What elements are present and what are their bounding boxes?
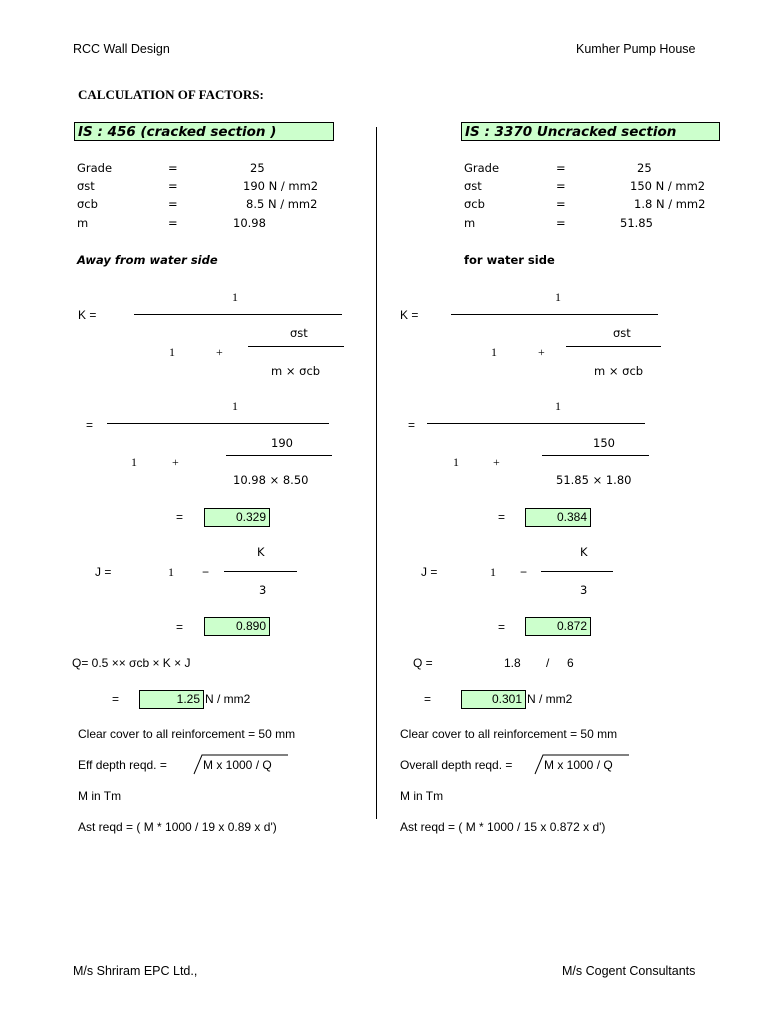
fraction-bar — [566, 346, 661, 347]
left-param-value: 25 — [250, 161, 265, 175]
left-subhead: Away from water side — [77, 253, 218, 267]
column-divider — [376, 127, 377, 819]
left-section-title: IS : 456 (cracked section ) — [74, 122, 334, 141]
fraction-bar — [134, 314, 342, 315]
j-result-value: 0.890 — [204, 617, 270, 636]
j-result-eq: = — [176, 620, 184, 634]
footer-left: M/s Shriram EPC Ltd., — [73, 964, 198, 978]
fraction-bar — [107, 423, 329, 424]
left-param-eq: = — [168, 179, 178, 193]
fraction-bar — [226, 455, 332, 456]
k-result-eq: = — [498, 510, 506, 524]
left-param-value: 190 N / mm2 — [243, 179, 319, 193]
fraction-bar — [224, 571, 297, 572]
right-param-name: σst — [464, 179, 482, 193]
left-param-eq: = — [168, 216, 178, 230]
q-result-unit: N / mm2 — [205, 692, 251, 706]
right-param-eq: = — [556, 161, 566, 175]
right-param-name: Grade — [464, 161, 500, 175]
left-m-unit: M in Tm — [78, 789, 122, 803]
j-minus: − — [520, 565, 528, 579]
right-ast-reqd: Ast reqd = ( M * 1000 / 15 x 0.872 x d') — [400, 820, 606, 834]
j-denominator: 3 — [580, 583, 588, 597]
j-label: J = — [95, 565, 112, 579]
header-left: RCC Wall Design — [73, 42, 170, 56]
k-subst-inner-den: 10.98 × 8.50 — [233, 473, 309, 487]
left-param-eq: = — [168, 161, 178, 175]
k-plus: + — [538, 345, 545, 359]
fraction-bar — [248, 346, 344, 347]
j-label: J = — [421, 565, 438, 579]
k-one: 1 — [169, 345, 175, 359]
left-depth-expr: M x 1000 / Q — [203, 758, 272, 772]
j-result-eq: = — [498, 620, 506, 634]
q-term-b: 6 — [567, 656, 574, 670]
left-param-value: 10.98 — [233, 216, 266, 230]
j-one: 1 — [168, 565, 174, 579]
fraction-bar — [427, 423, 645, 424]
j-numerator: K — [257, 545, 265, 559]
j-result-value: 0.872 — [525, 617, 591, 636]
k-plus: + — [216, 345, 223, 359]
fraction-bar — [451, 314, 658, 315]
left-clear-cover: Clear cover to all reinforcement = 50 mm — [78, 727, 296, 741]
k-numerator: 1 — [232, 290, 238, 304]
j-minus: − — [202, 565, 210, 579]
q-result-unit: N / mm2 — [527, 692, 573, 706]
right-param-value: 150 N / mm2 — [630, 179, 706, 193]
fraction-bar — [542, 455, 649, 456]
k-label: K = — [78, 308, 97, 322]
k-subst-inner-den: 51.85 × 1.80 — [556, 473, 632, 487]
left-param-name: m — [77, 216, 89, 230]
k-label: K = — [400, 308, 419, 322]
k-one: 1 — [491, 345, 497, 359]
left-ast-reqd: Ast reqd = ( M * 1000 / 19 x 0.89 x d') — [78, 820, 277, 834]
left-param-eq: = — [168, 197, 178, 211]
fraction-bar — [541, 571, 613, 572]
k-result-eq: = — [176, 510, 184, 524]
right-param-eq: = — [556, 197, 566, 211]
k-subst-numerator: 1 — [555, 399, 561, 413]
q-result-value: 1.25 — [139, 690, 204, 709]
q-result-eq: = — [112, 692, 120, 706]
k-subst-eq: = — [408, 418, 416, 432]
k-subst-one: 1 — [453, 455, 459, 469]
k-inner-denominator: m × σcb — [594, 364, 644, 378]
right-depth-expr: M x 1000 / Q — [544, 758, 613, 772]
left-param-name: Grade — [77, 161, 113, 175]
k-result-value: 0.384 — [525, 508, 591, 527]
k-subst-plus: + — [172, 455, 179, 469]
k-subst-one: 1 — [131, 455, 137, 469]
k-inner-denominator: m × σcb — [271, 364, 321, 378]
k-inner-numerator: σst — [290, 326, 308, 340]
left-depth-label: Eff depth reqd. = — [78, 758, 167, 772]
right-param-eq: = — [556, 179, 566, 193]
right-m-unit: M in Tm — [400, 789, 444, 803]
q-operator: / — [546, 656, 550, 670]
left-param-name: σst — [77, 179, 95, 193]
footer-right: M/s Cogent Consultants — [562, 964, 696, 978]
k-result-value: 0.329 — [204, 508, 270, 527]
right-param-value: 51.85 — [620, 216, 653, 230]
k-inner-numerator: σst — [613, 326, 631, 340]
k-subst-numerator: 1 — [232, 399, 238, 413]
right-param-eq: = — [556, 216, 566, 230]
left-param-name: σcb — [77, 197, 98, 211]
j-denominator: 3 — [259, 583, 267, 597]
q-formula: Q= 0.5 ×× σcb × K × J — [72, 656, 191, 670]
right-subhead: for water side — [464, 253, 555, 267]
right-depth-label: Overall depth reqd. = — [400, 758, 513, 772]
right-section-title: IS : 3370 Uncracked section — [461, 122, 720, 141]
k-subst-eq: = — [86, 418, 94, 432]
right-param-value: 25 — [637, 161, 652, 175]
k-numerator: 1 — [555, 290, 561, 304]
page-title: CALCULATION OF FACTORS: — [78, 87, 264, 102]
header-right: Kumher Pump House — [576, 42, 696, 56]
q-result-eq: = — [424, 692, 432, 706]
right-clear-cover: Clear cover to all reinforcement = 50 mm — [400, 727, 618, 741]
j-numerator: K — [580, 545, 588, 559]
q-result-value: 0.301 — [461, 690, 526, 709]
k-subst-inner-num: 190 — [271, 436, 293, 450]
right-param-name: σcb — [464, 197, 485, 211]
q-term-a: 1.8 — [504, 656, 521, 670]
left-param-value: 8.5 N / mm2 — [246, 197, 318, 211]
q-label: Q = — [413, 656, 433, 670]
k-subst-plus: + — [493, 455, 500, 469]
k-subst-inner-num: 150 — [593, 436, 615, 450]
j-one: 1 — [490, 565, 496, 579]
right-param-value: 1.8 N / mm2 — [634, 197, 706, 211]
right-param-name: m — [464, 216, 476, 230]
